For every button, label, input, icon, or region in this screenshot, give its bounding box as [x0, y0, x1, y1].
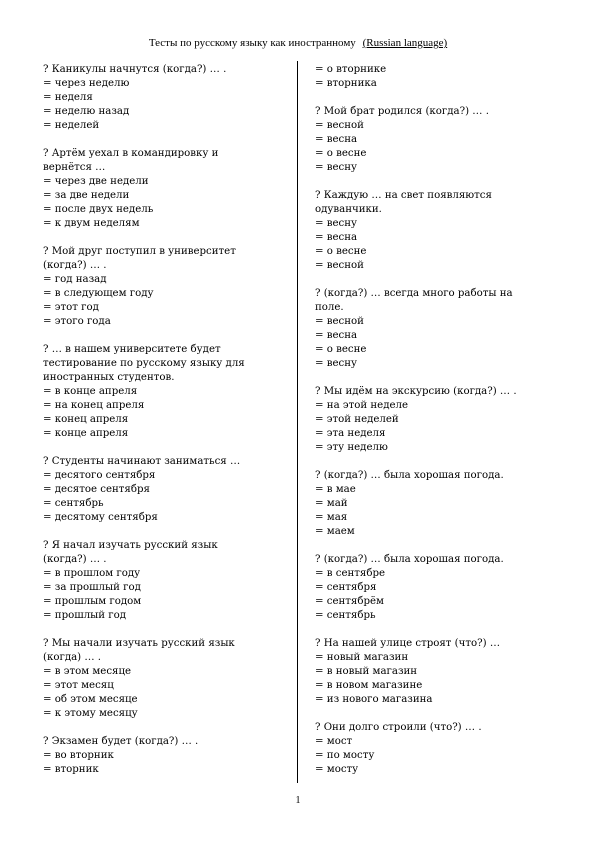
answer-option: = к этому месяцу — [43, 708, 138, 719]
blank-line — [43, 623, 293, 637]
answer-option: = весной — [315, 120, 364, 131]
question-line: ? Мой брат родился (когда?) … . — [315, 106, 489, 117]
answer-option: = сентября — [315, 582, 377, 593]
answer-option: = маем — [315, 526, 355, 537]
answer-option: = эту неделю — [315, 442, 388, 453]
answer-option: = во вторник — [43, 750, 114, 761]
blank-line — [315, 175, 565, 189]
answer-option: = конец апреля — [43, 414, 129, 425]
answer-option: = весна — [315, 232, 358, 243]
answer-option: = в этом месяце — [43, 666, 132, 677]
answer-option: = конце апреля — [43, 428, 129, 439]
answer-option: = этот год — [43, 302, 99, 313]
answer-option: = этого года — [43, 316, 111, 327]
question-continuation: (когда?) … . — [43, 554, 107, 565]
answer-option: = за прошлый год — [43, 582, 141, 593]
answer-option: = в прошлом году — [43, 568, 141, 579]
answer-option: = на конец апреля — [43, 400, 145, 411]
question-continuation: одуванчики. — [315, 204, 382, 215]
answer-option: = десятое сентября — [43, 484, 150, 495]
answer-option: = десятого сентября — [43, 470, 156, 481]
answer-option: = сентябрём — [315, 596, 384, 607]
answer-option: = вторника — [315, 78, 377, 89]
blank-line — [43, 441, 293, 455]
answer-option: = весна — [315, 134, 358, 145]
answer-option: = прошлым годом — [43, 596, 142, 607]
answer-option: = после двух недель — [43, 204, 154, 215]
answer-option: = десятому сентября — [43, 512, 158, 523]
answer-option: = мая — [315, 512, 348, 523]
answer-option: = новый магазин — [315, 652, 409, 663]
blank-line — [43, 329, 293, 343]
question-continuation: (когда?) … . — [43, 260, 107, 271]
blank-line — [315, 707, 565, 721]
question-line: ? (когда?) … была хорошая погода. — [315, 470, 504, 481]
question-continuation: (когда) … . — [43, 652, 102, 663]
answer-option: = в сентябре — [315, 568, 386, 579]
header-subtitle: (Russian language) — [362, 37, 448, 49]
question-line: ? (когда?) … всегда много работы на — [315, 288, 513, 299]
question-line: ? Студенты начинают заниматься … — [43, 456, 241, 467]
question-line: ? (когда?) … была хорошая погода. — [315, 554, 504, 565]
right-column — [315, 63, 565, 777]
answer-option: = о вторнике — [315, 64, 387, 75]
blank-line — [315, 539, 565, 553]
answer-option: = на этой неделе — [315, 400, 409, 411]
page-number: 1 — [295, 795, 301, 806]
answer-option: = в новый магазин — [315, 666, 418, 677]
answer-option: = по мосту — [315, 750, 375, 761]
header-title: Тесты по русскому языку как иностранному — [148, 37, 356, 49]
question-line: ? Мы идём на экскурсию (когда?) … . — [315, 386, 517, 397]
question-line: ? Каникулы начнутся (когда?) … . — [43, 64, 227, 75]
question-line: ? Мы начали изучать русский язык — [43, 638, 235, 649]
answer-option: = весну — [315, 358, 358, 369]
answer-option: = май — [315, 498, 348, 509]
answer-option: = о весне — [315, 344, 367, 355]
answer-option: = из нового магазина — [315, 694, 433, 705]
answer-option: = мосту — [315, 764, 359, 775]
column-divider — [297, 61, 298, 783]
answer-option: = к двум неделям — [43, 218, 140, 229]
question-line: ? Я начал изучать русский язык — [43, 540, 218, 551]
answer-option: = неделю назад — [43, 106, 130, 117]
question-line: ? На нашей улице строят (что?) … — [315, 638, 501, 649]
answer-option: = год назад — [43, 274, 107, 285]
answer-option: = весной — [315, 260, 364, 271]
answer-option: = в новом магазине — [315, 680, 423, 691]
blank-line — [43, 721, 293, 735]
question-line: ? Артём уехал в командировку и — [43, 148, 219, 159]
blank-line — [43, 525, 293, 539]
left-column — [43, 63, 293, 777]
answer-option: = весну — [315, 218, 358, 229]
blank-line — [315, 371, 565, 385]
answer-option: = о весне — [315, 148, 367, 159]
answer-option: = этой неделей — [315, 414, 399, 425]
answer-option: = в следующем году — [43, 288, 154, 299]
question-continuation: тестирование по русскому языку для — [43, 358, 245, 369]
answer-option: = этот месяц — [43, 680, 114, 691]
answer-option: = об этом месяце — [43, 694, 138, 705]
answer-option: = эта неделя — [315, 428, 386, 439]
question-line: ? Каждую … на свет появляются — [315, 190, 492, 201]
blank-line — [315, 623, 565, 637]
question-continuation: поле. — [315, 302, 344, 313]
answer-option: = неделя — [43, 92, 93, 103]
answer-option: = сентябрь — [315, 610, 376, 621]
answer-option: = за две недели — [43, 190, 130, 201]
answer-option: = сентябрь — [43, 498, 104, 509]
page-header — [0, 37, 596, 49]
blank-line — [315, 273, 565, 287]
answer-option: = в конце апреля — [43, 386, 138, 397]
answer-option: = неделей — [43, 120, 100, 131]
blank-line — [315, 455, 565, 469]
question-continuation: вернётся … — [43, 162, 106, 173]
answer-option: = вторник — [43, 764, 99, 775]
question-line: ? … в нашем университете будет — [43, 344, 221, 355]
blank-line — [315, 91, 565, 105]
blank-line — [43, 231, 293, 245]
question-continuation: иностранных студентов. — [43, 372, 175, 383]
answer-option: = весной — [315, 316, 364, 327]
answer-option: = прошлый год — [43, 610, 127, 621]
blank-line — [43, 133, 293, 147]
question-line: ? Они долго строили (что?) … . — [315, 722, 482, 733]
question-line: ? Экзамен будет (когда?) … . — [43, 736, 199, 747]
answer-option: = в мае — [315, 484, 356, 495]
answer-option: = мост — [315, 736, 353, 747]
answer-option: = весна — [315, 330, 358, 341]
answer-option: = весну — [315, 162, 358, 173]
answer-option: = через две недели — [43, 176, 149, 187]
question-line: ? Мой друг поступил в университет — [43, 246, 236, 257]
answer-option: = через неделю — [43, 78, 130, 89]
answer-option: = о весне — [315, 246, 367, 257]
